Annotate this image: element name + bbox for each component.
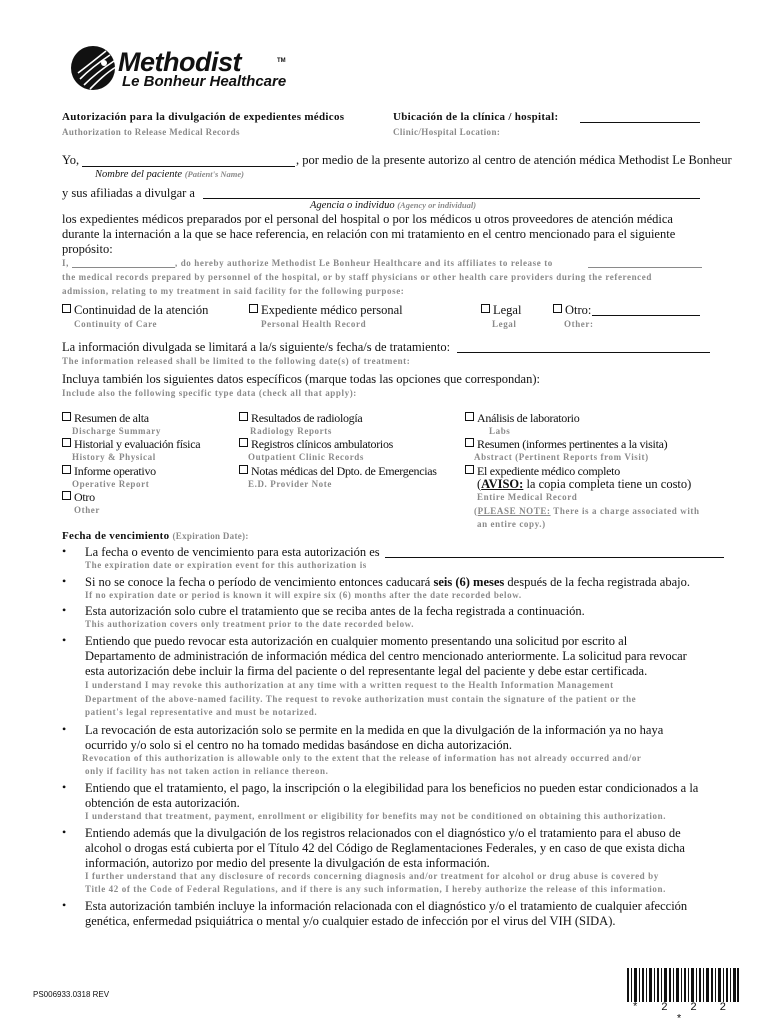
affiliates-label: y sus afiliadas a divulgar a: [62, 186, 195, 200]
other-data-checkbox[interactable]: Otro: [62, 490, 95, 505]
methodist-logo: [70, 45, 290, 95]
expiration-statement-english: The expiration date or expiration event for this authorization is: [85, 560, 367, 570]
history-physical-checkbox[interactable]: Historial y evaluación física: [62, 437, 200, 452]
revoke-statement-line-2: Departamento de administración de información médica del centro mencionado anteriormente. La solicitud para revocar: [85, 649, 687, 663]
authorization-statement: , por medio de la presente autorizo al centro de atención médica Methodist Le Bonheur: [296, 153, 732, 167]
treatment-dates-english: The information released shall be limited to the following date(s) of treatment:: [62, 356, 411, 366]
labs-checkbox[interactable]: Análisis de laboratorio: [465, 411, 579, 426]
coverage-statement: Esta autorización solo cubre el tratamiento que se reciba antes de la fecha registrada a continuación.: [85, 604, 585, 618]
checkbox-icon[interactable]: [465, 412, 474, 421]
barcode: [627, 968, 739, 1002]
checkbox-icon[interactable]: [465, 465, 474, 474]
bullet-icon: •: [62, 722, 67, 736]
agency-label: Agencia o individuo (Agency or individual): [310, 200, 477, 211]
treatment-condition-english: I understand that treatment, payment, enrollment or eligibility for benefits may not be conditioned on obtaining this authorization.: [85, 811, 667, 821]
bullet-icon: •: [62, 574, 67, 588]
expiration-title: Fecha de vencimiento (Expiration Date):: [62, 530, 249, 542]
operative-report-checkbox[interactable]: Informe operativo: [62, 464, 156, 479]
revoke-statement-line-3: esta autorización debe incluir la firma del paciente o del representante legal del paciente y debe estar certificada.: [85, 664, 648, 678]
treatment-dates-field[interactable]: [457, 352, 710, 353]
logo-name: Methodist: [118, 47, 241, 77]
treatment-dates-label: La información divulgada se limitará a la/s siguiente/s fecha/s de tratamiento:: [62, 340, 451, 354]
revoke-statement-english-line-1: I understand I may revoke this authorization at any time with a written request to the Health Information Management: [85, 680, 614, 690]
genetic-hiv-line-2: genética, enfermedad psiquiátrica o mental y/o cualquier estado de infección por el virus del VIH (SIDA).: [85, 914, 616, 928]
yo-label: Yo,: [62, 153, 80, 167]
form-title: Autorización para la divulgación de expedientes médicos: [62, 111, 345, 123]
purpose-other-field[interactable]: [592, 315, 700, 316]
bullet-icon: •: [62, 633, 67, 647]
patient-name-label: Nombre del paciente (Patient's Name): [95, 169, 244, 180]
english-agency-line: [588, 267, 702, 268]
entire-record-checkbox[interactable]: El expediente médico completo: [465, 464, 620, 479]
checkbox-icon[interactable]: [239, 412, 248, 421]
purpose-text-line-2: durante la internación a la que se hace referencia, en relación con mi tratamiento en el centro mencionado para el siguiente: [62, 227, 676, 241]
checkbox-icon[interactable]: [62, 304, 71, 313]
treatment-condition-line-2: obtención de esta autorización.: [85, 796, 240, 810]
purpose-personal-record-checkbox[interactable]: Expediente médico personal: [249, 303, 403, 318]
revocation-limit-line-2: ocurrido y/o solo si el centro no ha tomado medidas basándose en dicha autorización.: [85, 738, 512, 752]
checkbox-icon[interactable]: [249, 304, 258, 313]
coverage-statement-english: This authorization covers only treatment prior to the date recorded below.: [85, 619, 415, 629]
outpatient-records-checkbox[interactable]: Registros clínicos ambulatorios: [239, 437, 393, 452]
location-field[interactable]: [580, 122, 700, 123]
checkbox-icon[interactable]: [465, 438, 474, 447]
abstract-checkbox[interactable]: Resumen (informes pertinentes a la visita): [465, 437, 667, 452]
genetic-hiv-line-1: Esta autorización también incluye la información relacionada con el diagnóstico y/o el tratamiento de cualquier afección: [85, 899, 688, 913]
purpose-legal-checkbox[interactable]: Legal: [481, 303, 521, 318]
revocation-limit-english-line-1: Revocation of this authorization is allowable only to the extent that the release of information has not already occurred and/or: [82, 753, 642, 763]
bullet-icon: •: [62, 603, 67, 617]
bullet-icon: •: [62, 825, 67, 839]
purpose-text-line-1: los expedientes médicos preparados por el personal del hospital o por los médicos u otros proveedores de atención médica: [62, 212, 673, 226]
alcohol-drug-english-line-2: Title 42 of the Code of Federal Regulations, and if there is any such information, I hereby authorize the release of this information.: [85, 884, 666, 894]
treatment-condition-line-1: Entiendo que el tratamiento, el pago, la inscripción o la elegibilidad para los beneficios no pueden estar condicionados a la: [85, 781, 699, 795]
logo-emblem-icon: [70, 45, 116, 91]
abstract-english: Abstract (Pertinent Reports from Visit): [474, 452, 649, 462]
six-months-statement: Si no se conoce la fecha o período de vencimiento entonces caducará seis (6) meses después de la fecha registrada abajo.: [85, 575, 690, 589]
checkbox-icon[interactable]: [62, 412, 71, 421]
alcohol-drug-line-3: información, autorizo por medio del presente la divulgación de esta información.: [85, 856, 490, 870]
other-data-english: Other: [74, 505, 100, 515]
checkbox-icon[interactable]: [62, 438, 71, 447]
radiology-checkbox[interactable]: Resultados de radiología: [239, 411, 362, 426]
english-name-line: [72, 267, 175, 268]
agency-field[interactable]: [203, 198, 700, 199]
purpose-other-checkbox[interactable]: Otro:: [553, 303, 591, 318]
labs-english: Labs: [489, 426, 511, 436]
please-note: (PLEASE NOTE: There is a charge associated with: [474, 506, 700, 516]
alcohol-drug-english-line-1: I further understand that any disclosure of records concerning diagnosis and/or treatment for alcohol or drug abuse is covered by: [85, 871, 659, 881]
operative-report-english: Operative Report: [72, 479, 150, 489]
expiration-field[interactable]: [385, 557, 724, 558]
revoke-statement-english-line-3: patient's legal representative and must be notarized.: [85, 707, 318, 717]
discharge-summary-english: Discharge Summary: [72, 426, 161, 436]
purpose-other-english: Other:: [564, 319, 594, 329]
english-authorization-line-1: , do hereby authorize Methodist Le Bonheur Healthcare and its affiliates to release to: [175, 258, 553, 268]
checkbox-icon[interactable]: [239, 438, 248, 447]
outpatient-records-english: Outpatient Clinic Records: [248, 452, 364, 462]
bullet-icon: •: [62, 780, 67, 794]
checkbox-icon[interactable]: [62, 491, 71, 500]
barcode-digits: * 2 2 2 *: [631, 1002, 735, 1026]
include-data-label: Incluya también los siguientes datos específicos (marque todas las opciones que correspondan):: [62, 372, 540, 386]
purpose-legal-english: Legal: [492, 319, 517, 329]
logo-subname: Le Bonheur Healthcare: [122, 73, 287, 90]
location-label: Ubicación de la clínica / hospital:: [393, 111, 559, 123]
include-data-english: Include also the following specific type data (check all that apply):: [62, 388, 357, 398]
purpose-continuity-checkbox[interactable]: Continuidad de la atención: [62, 303, 208, 318]
purpose-continuity-english: Continuity of Care: [74, 319, 158, 329]
checkbox-icon[interactable]: [239, 465, 248, 474]
bullet-icon: •: [62, 898, 67, 912]
six-months-statement-english: If no expiration date or period is known it will expire six (6) months after the date recorded below.: [85, 590, 522, 600]
radiology-english: Radiology Reports: [250, 426, 332, 436]
ed-notes-english: E.D. Provider Note: [248, 479, 332, 489]
revocation-limit-line-1: La revocación de esta autorización solo se permite en la medida en que la divulgación de la información ya no haya: [85, 723, 664, 737]
revoke-statement-line-1: Entiendo que puedo revocar esta autorización en cualquier momento presentando una solicitud por escrito al: [85, 634, 628, 648]
purpose-personal-record-english: Personal Health Record: [261, 319, 367, 329]
bullet-icon: •: [62, 544, 67, 558]
revoke-statement-english-line-2: Department of the above-named facility. The request to revoke authorization must contain the signature of the patient or the: [85, 694, 637, 704]
checkbox-icon[interactable]: [62, 465, 71, 474]
purpose-text-line-3: propósito:: [62, 242, 113, 256]
patient-name-field[interactable]: [82, 166, 295, 167]
revocation-limit-english-line-2: only if facility has not taken action in reliance thereon.: [85, 766, 329, 776]
entire-record-english: Entire Medical Record: [477, 492, 578, 502]
alcohol-drug-line-1: Entiendo además que la divulgación de los registros relacionados con el diagnóstico y/o el tratamiento para el abuso de: [85, 826, 681, 840]
english-authorization-line-3: admission, relating to my treatment in said facility for the following purpose:: [62, 286, 405, 296]
discharge-summary-checkbox[interactable]: Resumen de alta: [62, 411, 149, 426]
history-physical-english: History & Physical: [72, 452, 156, 462]
ed-notes-checkbox[interactable]: Notas médicas del Dpto. de Emergencias: [239, 464, 437, 479]
aviso-note: (AVISO: la copia completa tiene un costo): [477, 477, 692, 491]
checkbox-icon[interactable]: [553, 304, 562, 313]
english-authorization-line-2: the medical records prepared by personnel of the hospital, or by staff physicians or other health care providers during the referenced: [62, 272, 652, 282]
alcohol-drug-line-2: alcohol o drogas está cubierta por el Título 42 del Código de Reglamentaciones Federales, y en caso de que exista dicha: [85, 841, 685, 855]
expiration-statement: La fecha o evento de vencimiento para esta autorización es: [85, 545, 380, 559]
checkbox-icon[interactable]: [481, 304, 490, 313]
logo-trademark: TM: [277, 58, 286, 64]
location-label-english: Clinic/Hospital Location:: [393, 127, 501, 137]
please-note-line-2: an entire copy.): [477, 519, 546, 529]
form-code: PS006933.0318 REV: [33, 990, 110, 999]
form-title-english: Authorization to Release Medical Records: [62, 127, 240, 137]
english-authorization-prefix: I,: [62, 258, 69, 268]
